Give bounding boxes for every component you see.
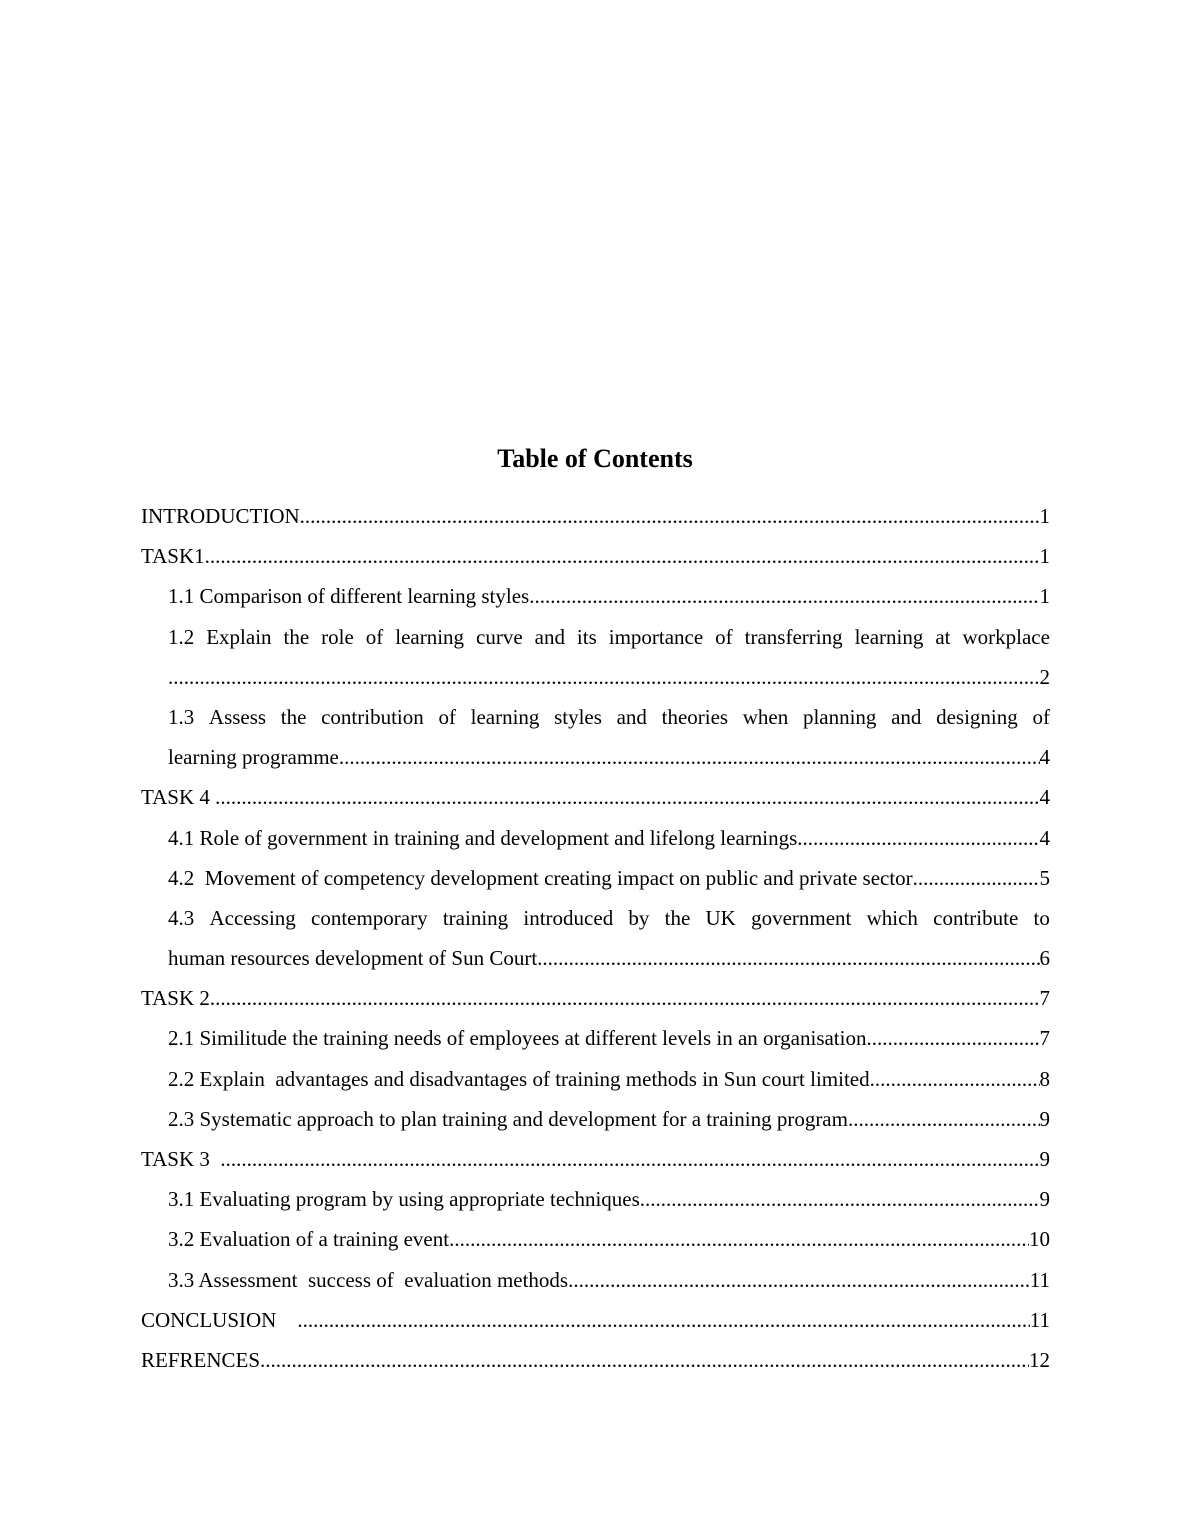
toc-word: by <box>628 905 650 930</box>
toc-entry-first-line <box>168 898 1050 938</box>
toc-entry-task4[interactable] <box>141 777 1050 817</box>
toc-entry-3-3[interactable] <box>168 1260 1050 1300</box>
toc-entry-4-2[interactable] <box>168 858 1050 898</box>
toc-entry-2-3[interactable] <box>168 1099 1050 1139</box>
toc-page-number: 7 <box>1039 986 1050 1011</box>
toc-word: 4.3 <box>168 905 195 930</box>
toc-word: the <box>664 905 691 930</box>
toc-entry-task1[interactable] <box>141 536 1050 576</box>
toc-entry-text: CONCLUSION <box>141 1307 298 1332</box>
toc-entry-text: TASK 2 <box>141 986 210 1011</box>
toc-word: introduced <box>523 905 614 930</box>
dot-leader <box>205 536 1040 576</box>
toc-entry-3-2[interactable] <box>168 1219 1050 1259</box>
dot-leader <box>529 576 1039 616</box>
dot-leader <box>168 657 1040 697</box>
toc-entry-task2[interactable] <box>141 978 1050 1018</box>
toc-page-number: 4 <box>1039 825 1050 850</box>
dot-leader <box>297 1300 1029 1340</box>
toc-word: Assess <box>208 704 267 729</box>
toc-word: learning <box>470 704 540 729</box>
toc-word: learning <box>395 624 465 649</box>
toc-word: when <box>742 704 789 729</box>
toc-entry-second-line <box>168 938 1050 978</box>
toc-entry-2-1[interactable] <box>168 1018 1050 1058</box>
toc-page-number: 4 <box>1039 745 1050 770</box>
toc-word: Explain <box>206 624 272 649</box>
toc-word: training <box>442 905 509 930</box>
toc-entry-text: 2.2 Explain advantages and disadvantages of training methods in Sun court limited <box>168 1066 870 1091</box>
toc-entry-conclusion[interactable] <box>141 1300 1050 1340</box>
page-title: Table of Contents <box>497 444 693 473</box>
toc-word: to <box>1033 905 1050 930</box>
dot-leader <box>568 1260 1030 1300</box>
toc-page-number: 9 <box>1039 1106 1050 1131</box>
toc-page-number: 1 <box>1039 504 1050 528</box>
toc-page-number: 1 <box>1039 584 1050 609</box>
toc-entry-text: learning programme <box>168 745 339 770</box>
toc-word: of <box>715 624 733 649</box>
dot-leader <box>210 978 1040 1018</box>
toc-word: the <box>280 704 307 729</box>
toc-word: learning <box>854 624 924 649</box>
toc-word: contribution <box>321 704 424 729</box>
toc-page-number: 7 <box>1039 1026 1050 1051</box>
toc-entry-4-3[interactable] <box>168 898 1050 978</box>
toc-entry-text: TASK 3 <box>141 1147 221 1171</box>
toc-page-number: 4 <box>1039 785 1050 810</box>
toc-word: the <box>283 624 310 649</box>
toc-entry-3-1[interactable] <box>168 1179 1050 1219</box>
dot-leader <box>339 737 1040 777</box>
toc-entry-1-2[interactable] <box>168 617 1050 697</box>
toc-word: at <box>935 624 951 649</box>
toc-word: contemporary <box>311 905 428 930</box>
toc-entry-1-3[interactable] <box>168 697 1050 777</box>
toc-entry-first-line <box>168 617 1050 657</box>
toc-entry-references[interactable] <box>141 1340 1050 1380</box>
toc-entry-text: REFRENCES <box>141 1347 261 1372</box>
toc-entry-text: 4.1 Role of government in training and development and lifelong learnings <box>168 825 798 850</box>
dot-leader <box>260 1340 1029 1380</box>
toc-word: planning <box>802 704 877 729</box>
toc-page-number: 9 <box>1039 1187 1050 1212</box>
toc-word: UK <box>705 905 736 930</box>
dot-leader <box>913 858 1040 898</box>
toc-entry-text: 1.1 Comparison of different learning styles <box>168 584 530 609</box>
toc-word: styles <box>554 704 602 729</box>
toc-entry-first-line <box>168 697 1050 737</box>
toc-word: 1.3 <box>168 704 195 729</box>
toc-word: and <box>534 624 565 649</box>
dot-leader <box>866 1018 1039 1058</box>
table-of-contents <box>141 496 1050 1380</box>
toc-entry-text: 3.2 Evaluation of a training event <box>168 1227 450 1252</box>
toc-page-number: 11 <box>1029 1267 1050 1292</box>
toc-word: its <box>576 624 597 649</box>
dot-leader <box>848 1099 1040 1139</box>
toc-entry-second-line <box>168 737 1050 777</box>
toc-word: and <box>891 704 922 729</box>
toc-word: designing <box>936 704 1018 729</box>
dot-leader <box>797 818 1039 858</box>
toc-entry-2-2[interactable] <box>168 1059 1050 1099</box>
toc-word: role <box>321 624 354 649</box>
toc-word: which <box>866 905 918 930</box>
toc-word: transferring <box>744 624 843 649</box>
toc-page-number: 8 <box>1039 1066 1050 1091</box>
toc-page-number: 6 <box>1039 946 1050 971</box>
toc-entry-text: 2.1 Similitude the training needs of employees at different levels in an organisation <box>168 1026 867 1051</box>
toc-entry-introduction[interactable] <box>141 496 1050 536</box>
toc-page-number: 2 <box>1039 664 1050 689</box>
dot-leader <box>215 777 1039 817</box>
toc-entry-text: 2.3 Systematic approach to plan training and development for a training program <box>168 1106 848 1131</box>
toc-page-number: 1 <box>1039 544 1050 569</box>
dot-leader <box>537 938 1039 978</box>
toc-page-number: 11 <box>1029 1307 1050 1332</box>
toc-word: of <box>365 624 384 649</box>
toc-word: government <box>751 905 852 930</box>
dot-leader <box>640 1179 1040 1219</box>
toc-word: workplace <box>962 624 1050 649</box>
dot-leader <box>300 496 1040 536</box>
toc-word: Accessing <box>209 905 296 930</box>
toc-word: of <box>438 704 456 729</box>
toc-entry-text: TASK 4 <box>141 785 216 810</box>
toc-page-number: 9 <box>1039 1147 1050 1171</box>
toc-word: contribute <box>933 905 1019 930</box>
toc-page-number: 10 <box>1029 1227 1050 1252</box>
toc-entry-text: 3.3 Assessment success of evaluation methods <box>168 1267 569 1292</box>
toc-entry-4-1[interactable] <box>168 818 1050 858</box>
toc-page-number: 5 <box>1039 865 1050 890</box>
dot-leader <box>449 1219 1029 1259</box>
toc-word: importance <box>608 624 704 649</box>
dot-leader <box>220 1139 1039 1179</box>
toc-word: curve <box>476 624 523 649</box>
toc-entry-1-1[interactable] <box>168 576 1050 616</box>
toc-page-number: 12 <box>1029 1347 1050 1372</box>
toc-entry-text: 4.2 Movement of competency development creating impact on public and private sector <box>168 865 913 890</box>
toc-entry-text: TASK1 <box>141 544 205 569</box>
toc-word: theories <box>661 704 729 729</box>
toc-word: of <box>1032 704 1050 729</box>
toc-word: 1.2 <box>168 624 195 649</box>
toc-entry-text: 3.1 Evaluating program by using appropriate techniques <box>168 1187 640 1212</box>
toc-entry-task3[interactable] <box>141 1139 1050 1179</box>
toc-entry-text: human resources development of Sun Court <box>168 946 538 971</box>
toc-word: and <box>616 704 647 729</box>
dot-leader <box>870 1059 1040 1099</box>
toc-entry-second-line <box>168 657 1050 697</box>
toc-entry-text: INTRODUCTION <box>141 504 300 528</box>
